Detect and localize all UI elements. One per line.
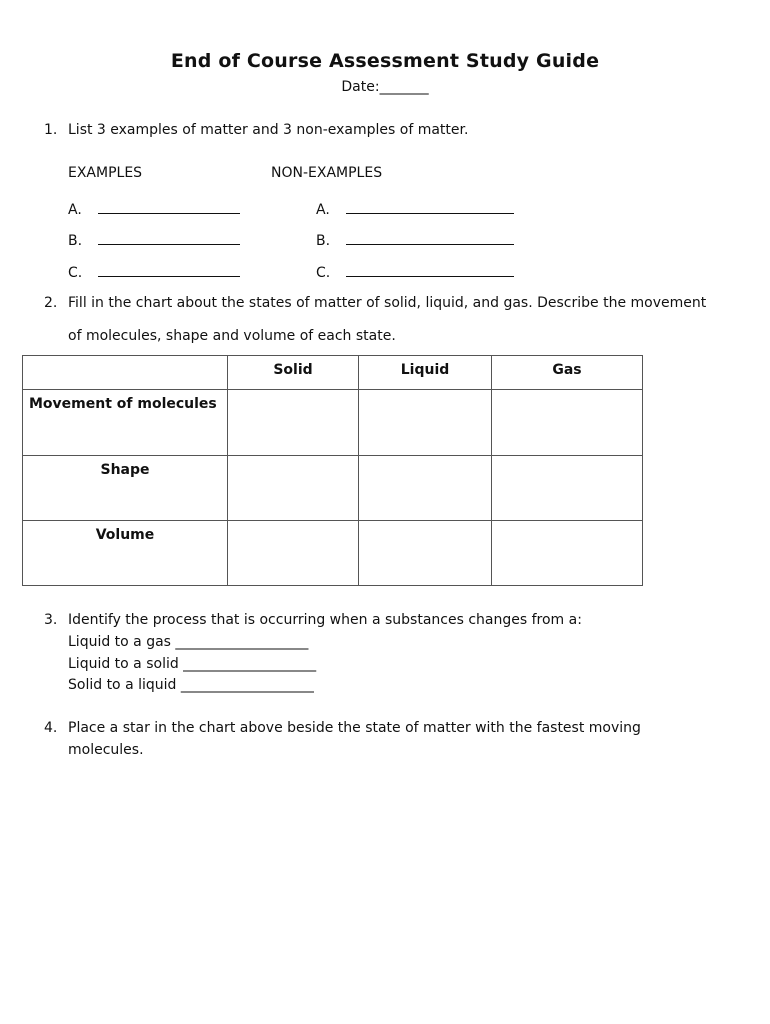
example-letter: A. xyxy=(68,202,82,218)
q3-item-liquid-to-gas[interactable]: Liquid to a gas ___________________ xyxy=(68,634,309,650)
column-header-liquid: Liquid xyxy=(359,356,492,390)
nonexample-letter: C. xyxy=(316,265,331,281)
chart-cell[interactable] xyxy=(359,390,492,456)
nonexample-letter: B. xyxy=(316,233,331,249)
chart-cell[interactable] xyxy=(492,521,643,586)
q3-item-solid-to-liquid[interactable]: Solid to a liquid ___________________ xyxy=(68,677,314,693)
answer-blank[interactable] xyxy=(98,199,240,214)
chart-cell[interactable] xyxy=(492,456,643,521)
answer-blank[interactable] xyxy=(346,230,514,245)
column-header-gas: Gas xyxy=(492,356,643,390)
q4-text-line2: molecules. xyxy=(68,742,144,758)
q4-text-line1: Place a star in the chart above beside the state of matter with the fastest moving xyxy=(68,720,641,736)
nonexample-letter: A. xyxy=(316,202,330,218)
q1-number: 1. xyxy=(44,122,58,138)
q3-number: 3. xyxy=(44,612,58,628)
page-title: End of Course Assessment Study Guide xyxy=(170,50,600,72)
example-line-b[interactable] xyxy=(68,230,240,249)
example-line-c[interactable] xyxy=(68,262,240,281)
example-letter: C. xyxy=(68,265,83,281)
nonexamples-header: NON-EXAMPLES xyxy=(271,165,383,181)
answer-blank[interactable] xyxy=(98,230,240,245)
column-header-solid: Solid xyxy=(228,356,359,390)
q3-item-liquid-to-solid[interactable]: Liquid to a solid ___________________ xyxy=(68,656,317,672)
nonexample-line-a[interactable] xyxy=(316,199,514,218)
row-label-volume: Volume xyxy=(23,521,228,586)
nonexample-line-b[interactable] xyxy=(316,230,514,249)
date-field[interactable]: Date:_______ xyxy=(341,79,429,95)
row-label-shape: Shape xyxy=(23,456,228,521)
chart-cell[interactable] xyxy=(228,521,359,586)
nonexample-line-c[interactable] xyxy=(316,262,514,281)
answer-blank[interactable] xyxy=(98,262,240,277)
q2-number: 2. xyxy=(44,295,58,311)
q1-text: List 3 examples of matter and 3 non-examples of matter. xyxy=(68,122,469,138)
answer-blank[interactable] xyxy=(346,262,514,277)
q2-text-line1: Fill in the chart about the states of matter of solid, liquid, and gas. Describe the movement xyxy=(68,295,707,311)
q2-text-line2: of molecules, shape and volume of each state. xyxy=(68,328,396,344)
chart-cell[interactable] xyxy=(228,390,359,456)
chart-cell[interactable] xyxy=(492,390,643,456)
examples-header: EXAMPLES xyxy=(68,165,143,181)
chart-cell[interactable] xyxy=(228,456,359,521)
answer-blank[interactable] xyxy=(346,199,514,214)
example-line-a[interactable] xyxy=(68,199,240,218)
states-of-matter-chart xyxy=(22,355,643,586)
example-letter: B. xyxy=(68,233,83,249)
chart-cell[interactable] xyxy=(359,456,492,521)
chart-cell[interactable] xyxy=(359,521,492,586)
row-label-movement: Movement of molecules xyxy=(23,390,228,456)
chart-corner-cell xyxy=(23,356,228,390)
q3-text: Identify the process that is occurring when a substances changes from a: xyxy=(68,612,582,628)
q4-number: 4. xyxy=(44,720,58,736)
